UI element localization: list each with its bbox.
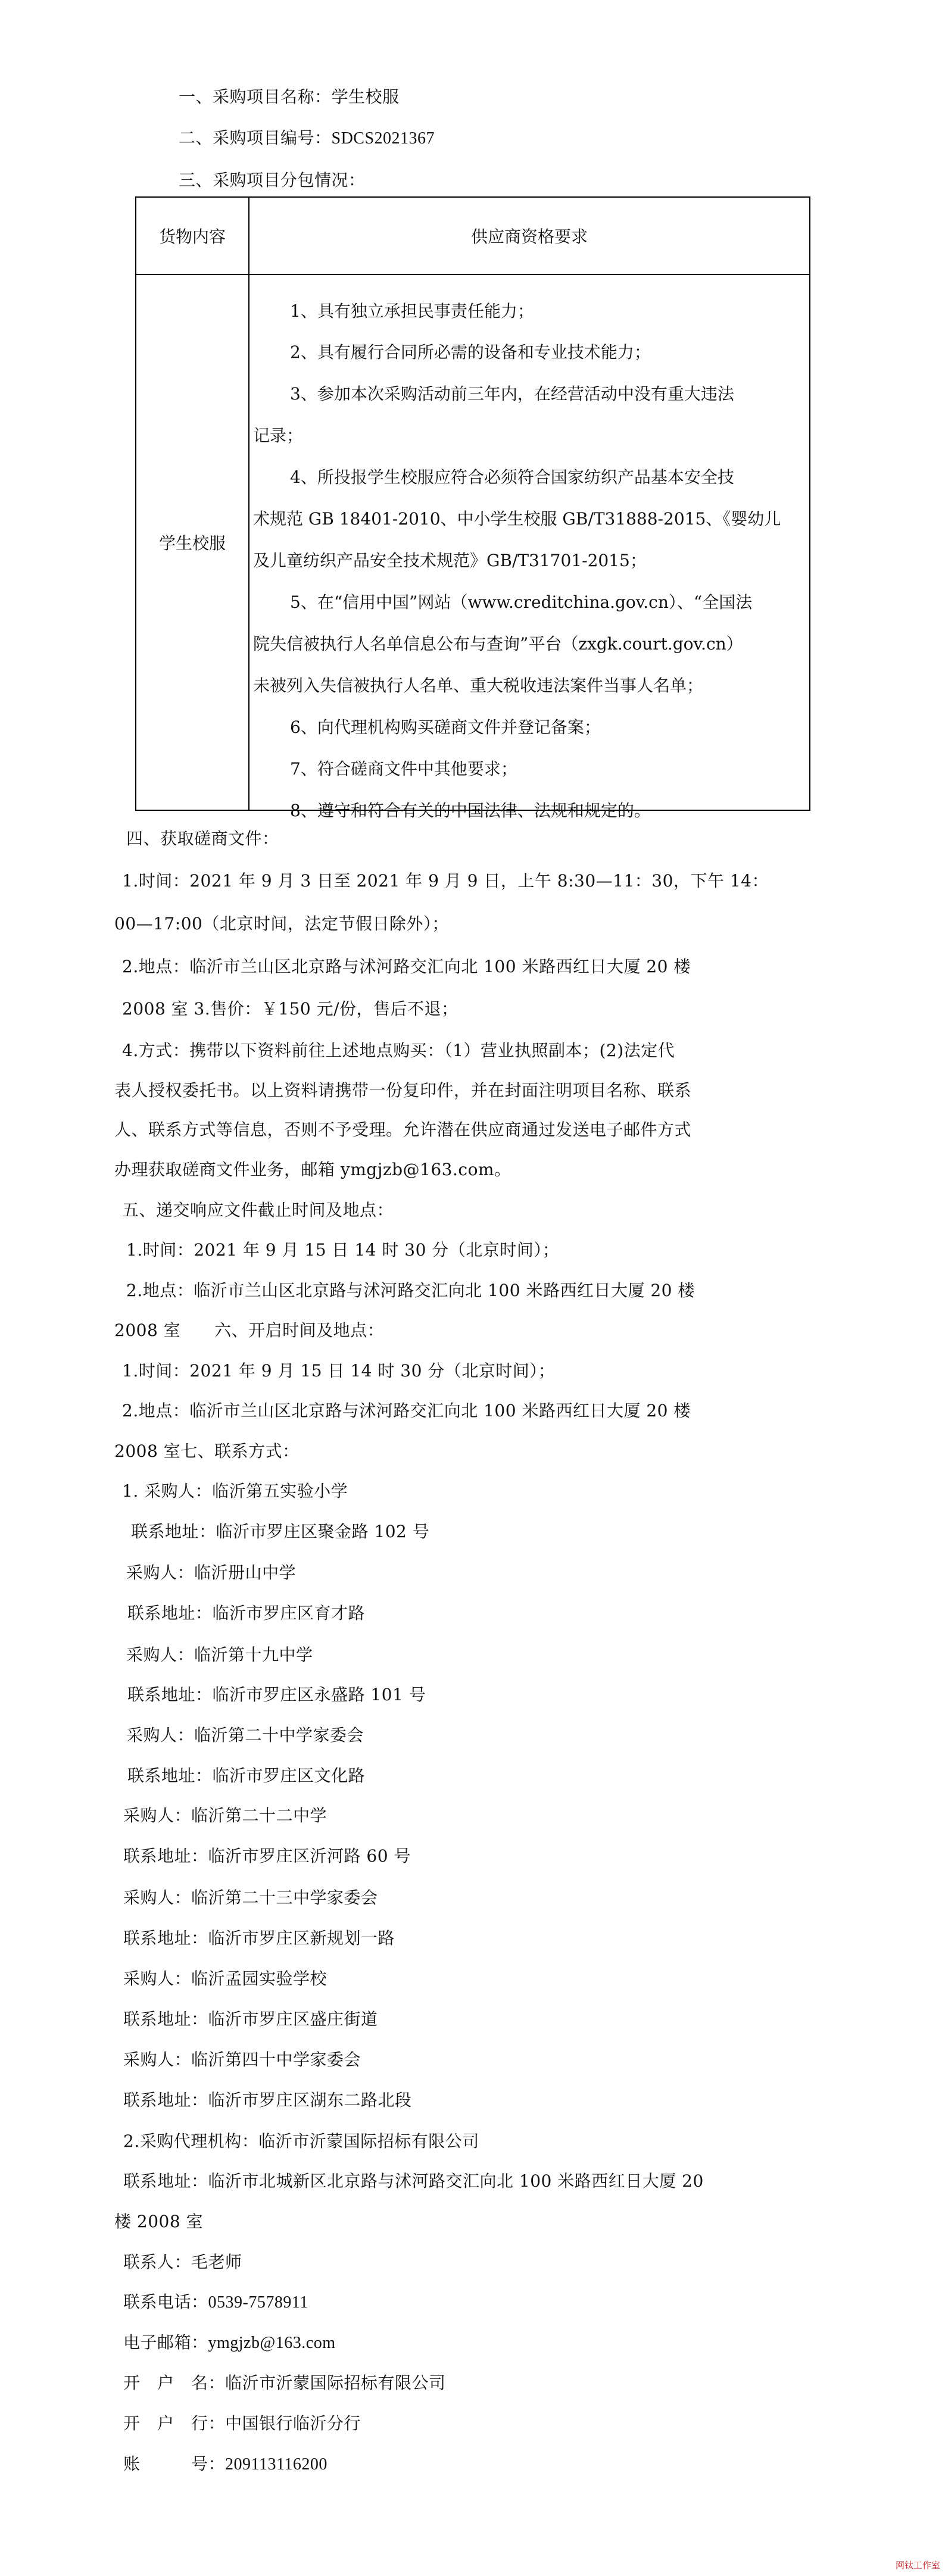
- requirement-line: 4、所投报学生校服应符合必须符合国家纺织产品基本安全技: [290, 467, 734, 487]
- section5-place-line1: 2.地点：临沂市兰山区北京路与沭河路交汇向北 100 米路西红日大厦 20 楼: [126, 1281, 695, 1300]
- agency-contact-person: 联系人：毛老师: [123, 2252, 242, 2272]
- requirement-line: 记录；: [253, 426, 304, 445]
- purchaser-4: 采购人：临沂第二十中学家委会: [126, 1725, 364, 1745]
- section4-place-line2: 2008 室 3.售价：￥150 元/份，售后不退；: [122, 999, 459, 1019]
- purchaser-6: 采购人：临沂第二十三中学家委会: [123, 1888, 378, 1907]
- requirement-line: 7、符合磋商文件中其他要求；: [290, 759, 517, 779]
- project-name: 一、采购项目名称：学生校服: [179, 87, 400, 107]
- agency-account-number: 账 号：209113116200: [123, 2455, 328, 2474]
- section5-title: 五、递交响应文件截止时间及地点：: [122, 1200, 394, 1220]
- requirement-line: 8、遵守和符合有关的中国法律、法规和规定的。: [290, 801, 651, 820]
- requirement-line: 3、参加本次采购活动前三年内，在经营活动中没有重大违法: [290, 384, 734, 404]
- section4-method-line2: 表人授权委托书。以上资料请携带一份复印件，并在封面注明项目名称、联系: [114, 1081, 692, 1100]
- table-cell-requirements: [249, 275, 809, 820]
- requirement-line: 1、具有独立承担民事责任能力；: [290, 301, 534, 321]
- watermark-label: 网钛工作室: [895, 2560, 940, 2571]
- purchaser-6-address: 联系地址：临沂市罗庄区新规划一路: [123, 1928, 395, 1948]
- purchaser-8-address: 联系地址：临沂市罗庄区湖东二路北段: [123, 2090, 412, 2110]
- section4-time-line1: 1.时间：2021 年 9 月 3 日至 2021 年 9 月 9 日，上午 8:30—11：30，下午 14：: [122, 871, 769, 891]
- requirement-line: 2、具有履行合同所必需的设备和专业技术能力；: [290, 342, 651, 362]
- purchaser-5-address: 联系地址：临沂市罗庄区沂河路 60 号: [123, 1846, 411, 1866]
- purchaser-7-address: 联系地址：临沂市罗庄区盛庄街道: [123, 2009, 378, 2029]
- requirement-line: 院失信被执行人名单信息公布与查询”平台（zxgk.court.gov.cn）: [253, 634, 743, 654]
- section5-place-line2: 2008 室 六、开启时间及地点：: [114, 1320, 385, 1340]
- purchaser-3: 采购人：临沂第十九中学: [126, 1645, 313, 1665]
- requirement-line: 未被列入失信被执行人名单、重大税收违法案件当事人名单；: [253, 676, 704, 695]
- purchaser-8: 采购人：临沂第四十中学家委会: [123, 2050, 361, 2069]
- requirement-line: 及儿童纺织产品安全技术规范》GB/T31701-2015；: [253, 551, 647, 570]
- table-cell-goods: 学生校服: [158, 533, 226, 553]
- qualification-table: [135, 196, 810, 820]
- agency-account-name: 开 户 名：临沂市沂蒙国际招标有限公司: [123, 2373, 446, 2393]
- purchaser-7: 采购人：临沂孟园实验学校: [123, 1969, 328, 1988]
- purchaser-1: 1. 采购人：临沂第五实验小学: [122, 1481, 348, 1501]
- table-header-requirements: 供应商资格要求: [470, 227, 588, 246]
- agency-phone: 联系电话：0539-7578911: [123, 2293, 308, 2312]
- purchaser-3-address: 联系地址：临沂市罗庄区永盛路 101 号: [127, 1685, 426, 1704]
- purchaser-2: 采购人：临沂册山中学: [126, 1563, 297, 1582]
- requirement-line: 6、向代理机构购买磋商文件并登记备案；: [290, 717, 601, 737]
- section4-title: 四、获取磋商文件：: [126, 829, 279, 848]
- section4-method-line1: 4.方式：携带以下资料前往上述地点购买：（1）营业执照副本；(2)法定代: [122, 1041, 675, 1060]
- purchaser-4-address: 联系地址：临沂市罗庄区文化路: [127, 1766, 366, 1785]
- requirement-line: 5、在“信用中国”网站（www.creditchina.gov.cn）、“全国法: [290, 592, 753, 612]
- requirement-line: 术规范 GB 18401-2010、中小学生校服 GB/T31888-2015、《婴幼儿: [253, 509, 781, 529]
- agency-address-line2: 楼 2008 室: [114, 2212, 204, 2231]
- section6-place-line2: 2008 室七、联系方式：: [114, 1441, 300, 1461]
- section6-time: 1.时间：2021 年 9 月 15 日 14 时 30 分（北京时间）；: [122, 1361, 556, 1381]
- section4-method-line3: 人、联系方式等信息，否则不予受理。允许潜在供应商通过发送电子邮件方式: [114, 1120, 692, 1139]
- agency-address-line1: 联系地址：临沂市北城新区北京路与沭河路交汇向北 100 米路西红日大厦 20: [123, 2171, 704, 2191]
- purchaser-2-address: 联系地址：临沂市罗庄区育才路: [127, 1603, 366, 1623]
- table-header-goods: 货物内容: [158, 227, 226, 246]
- project-number: 二、采购项目编号：SDCS2021367: [179, 129, 435, 148]
- section6-place-line1: 2.地点：临沂市兰山区北京路与沭河路交汇向北 100 米路西红日大厦 20 楼: [122, 1401, 691, 1420]
- purchaser-1-address: 联系地址：临沂市罗庄区聚金路 102 号: [131, 1522, 430, 1541]
- section4-method-line4: 办理获取磋商文件业务，邮箱 ymgjzb@163.com。: [114, 1160, 512, 1179]
- section4-place-line1: 2.地点：临沂市兰山区北京路与沭河路交汇向北 100 米路西红日大厦 20 楼: [122, 957, 691, 976]
- package-heading: 三、采购项目分包情况：: [179, 170, 366, 190]
- agency-bank: 开 户 行：中国银行临沂分行: [123, 2413, 361, 2433]
- agency-email[interactable]: 电子邮箱：ymgjzb@163.com: [123, 2334, 336, 2352]
- section5-time: 1.时间：2021 年 9 月 15 日 14 时 30 分（北京时间）；: [126, 1240, 560, 1260]
- purchaser-5: 采购人：临沂第二十二中学: [123, 1806, 328, 1825]
- section4-time-line2: 00—17:00（北京时间，法定节假日除外）；: [114, 914, 449, 933]
- agency-name: 2.采购代理机构：临沂市沂蒙国际招标有限公司: [123, 2131, 479, 2151]
